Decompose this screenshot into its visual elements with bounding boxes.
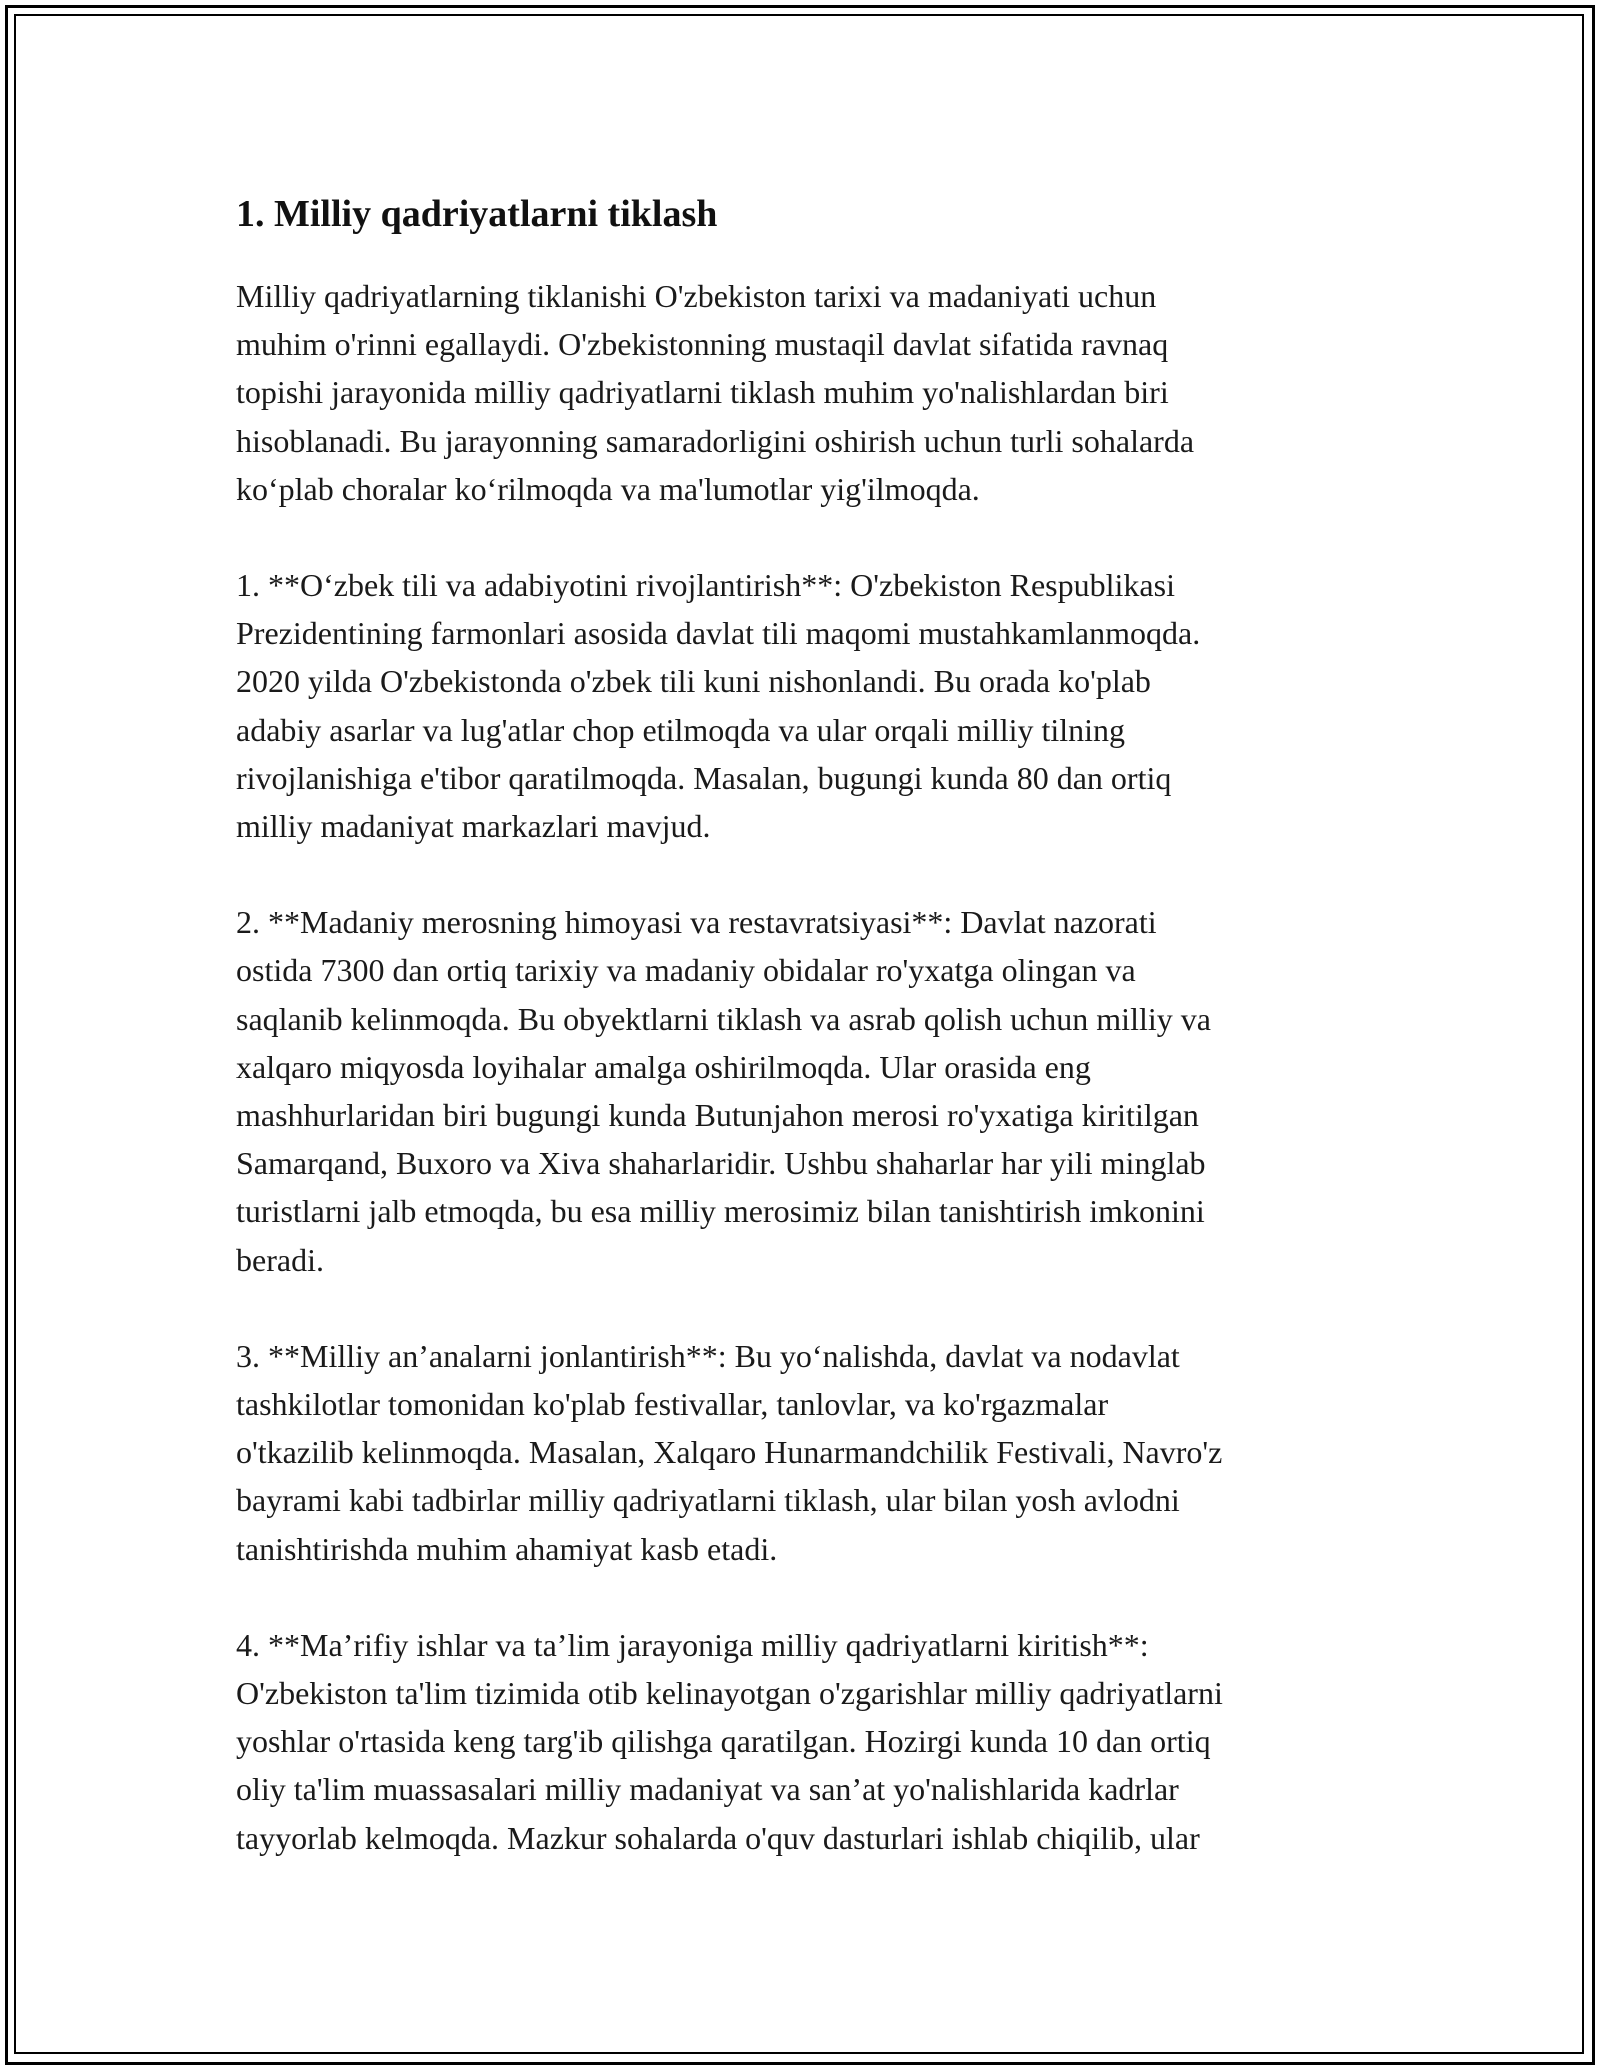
text-line: O'zbekiston ta'lim tizimida otib kelinayotgan o'zgarishlar milliy qadriyatlarni xyxy=(236,1675,1223,1712)
text-line: muhim o'rinni egallaydi. O'zbekistonning mustaqil davlat sifatida ravnaq xyxy=(236,326,1169,363)
text-line: topishi jarayonida milliy qadriyatlarni tiklash muhim yo'nalishlardan biri xyxy=(236,374,1169,411)
document-body xyxy=(236,190,1376,1910)
text-line: 1. **O‘zbek tili va adabiyotini rivojlantirish**: O'zbekiston Respublikasi xyxy=(236,567,1175,604)
list-item-4-paragraph xyxy=(236,1621,1376,1862)
text-line: o'tkazilib kelinmoqda. Masalan, Xalqaro Hunarmandchilik Festivali, Navro'z xyxy=(236,1434,1223,1471)
text-line: yoshlar o'rtasida keng targ'ib qilishga qaratilgan. Hozirgi kunda 10 dan ortiq xyxy=(236,1723,1211,1760)
text-line: xalqaro miqyosda loyihalar amalga oshirilmoqda. Ular orasida eng xyxy=(236,1048,1091,1085)
text-line: mashhurlaridan biri bugungi kunda Butunjahon merosi ro'yxatiga kiritilgan xyxy=(236,1097,1199,1134)
text-line: bayrami kabi tadbirlar milliy qadriyatlarni tiklash, ular bilan yosh avlodni xyxy=(236,1482,1180,1519)
text-line: hisoblanadi. Bu jarayonning samaradorligini oshirish uchun turli sohalarda xyxy=(236,422,1195,459)
text-line: 2. **Madaniy merosning himoyasi va restavratsiyasi**: Davlat nazorati xyxy=(236,904,1157,941)
text-line: milliy madaniyat markazlari mavjud. xyxy=(236,808,711,845)
text-line: 4. **Ma’rifiy ishlar va ta’lim jarayoniga milliy qadriyatlarni kiritish**: xyxy=(236,1626,1149,1663)
list-item-3-paragraph xyxy=(236,1332,1376,1573)
section-heading: 1. Milliy qadriyatlarni tiklash xyxy=(236,193,718,235)
text-line: saqlanib kelinmoqda. Bu obyektlarni tiklash va asrab qolish uchun milliy va xyxy=(236,1000,1211,1037)
list-item-1-paragraph xyxy=(236,561,1376,850)
intro-paragraph xyxy=(236,272,1376,513)
text-line: beradi. xyxy=(236,1241,324,1278)
text-line: adabiy asarlar va lug'atlar chop etilmoqda va ular orqali milliy tilning xyxy=(236,711,1126,748)
text-line: tashkilotlar tomonidan ko'plab festivallar, tanlovlar, va ko'rgazmalar xyxy=(236,1386,1109,1423)
text-line: ko‘plab choralar ko‘rilmoqda va ma'lumotlar yig'ilmoqda. xyxy=(236,470,980,507)
text-line: turistlarni jalb etmoqda, bu esa milliy merosimiz bilan tanishtirish imkonini xyxy=(236,1193,1205,1230)
text-line: Milliy qadriyatlarning tiklanishi O'zbekiston tarixi va madaniyati uchun xyxy=(236,278,1157,314)
text-line: rivojlanishiga e'tibor qaratilmoqda. Masalan, bugungi kunda 80 dan ortiq xyxy=(236,759,1172,796)
text-line: Samarqand, Buxoro va Xiva shaharlaridir. Ushbu shaharlar har yili minglab xyxy=(236,1145,1206,1182)
text-line: Prezidentining farmonlari asosida davlat tili maqomi mustahkamlanmoqda. xyxy=(236,615,1201,652)
list-item-2-paragraph xyxy=(236,898,1376,1284)
text-line: 3. **Milliy an’analarni jonlantirish**: Bu yo‘nalishda, davlat va nodavlat xyxy=(236,1337,1180,1374)
text-line: 2020 yilda O'zbekistonda o'zbek tili kuni nishonlandi. Bu orada ko'plab xyxy=(236,663,1151,700)
text-line: ostida 7300 dan ortiq tarixiy va madaniy obidalar ro'yxatga olingan va xyxy=(236,952,1136,989)
text-line: oliy ta'lim muassasalari milliy madaniyat va san’at yo'nalishlarida kadrlar xyxy=(236,1771,1179,1808)
text-line: tanishtirishda muhim ahamiyat kasb etadi. xyxy=(236,1530,778,1567)
text-line: tayyorlab kelmoqda. Mazkur sohalarda o'quv dasturlari ishlab chiqilib, ular xyxy=(236,1819,1200,1856)
